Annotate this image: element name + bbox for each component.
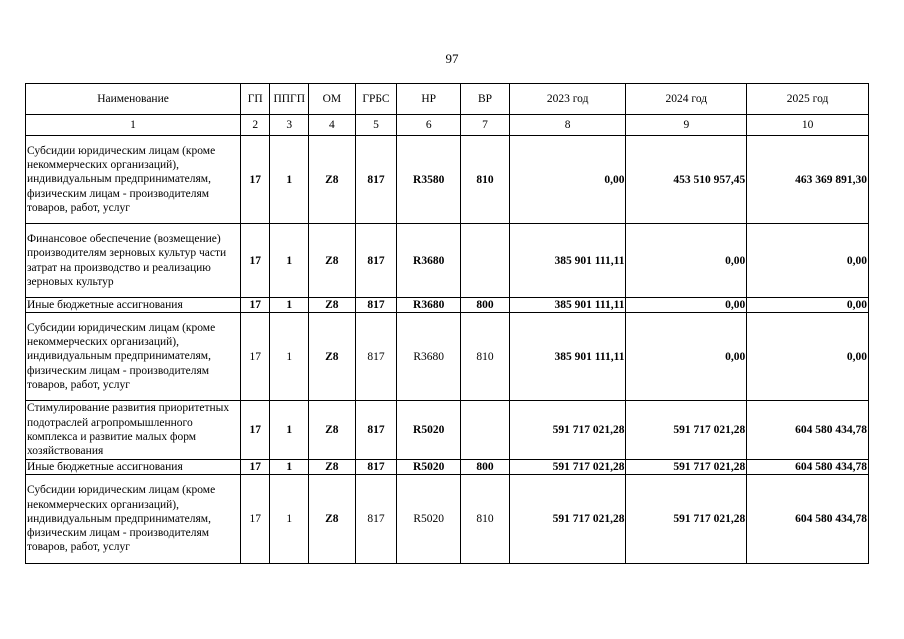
row-grbs: 817 [355, 475, 397, 564]
row-ppgp: 1 [270, 298, 309, 313]
row-grbs: 817 [355, 298, 397, 313]
column-index-row [26, 115, 869, 136]
row-om: Z8 [309, 224, 356, 298]
row-name: Иные бюджетные ассигнования [26, 298, 241, 313]
row-vr: 810 [461, 136, 510, 224]
header-ppgp: ППГП [270, 84, 309, 115]
row-nr: R3680 [397, 313, 461, 401]
column-index: 5 [355, 115, 397, 136]
budget-table [25, 83, 869, 564]
row-om: Z8 [309, 475, 356, 564]
column-index: 7 [461, 115, 510, 136]
row-2023: 385 901 111,11 [509, 298, 626, 313]
row-om: Z8 [309, 313, 356, 401]
row-om: Z8 [309, 136, 356, 224]
row-om: Z8 [309, 460, 356, 475]
row-2023: 385 901 111,11 [509, 313, 626, 401]
row-ppgp: 1 [270, 401, 309, 460]
row-gp: 17 [241, 401, 270, 460]
row-2023: 591 717 021,28 [509, 401, 626, 460]
row-2024: 591 717 021,28 [626, 460, 747, 475]
row-ppgp: 1 [270, 460, 309, 475]
row-2024: 591 717 021,28 [626, 475, 747, 564]
column-index: 2 [241, 115, 270, 136]
row-ppgp: 1 [270, 475, 309, 564]
row-name: Стимулирование развития приоритетных подотраслей агропромышленного комплекса и развитие малых форм хозяйствования [26, 401, 241, 460]
row-om: Z8 [309, 401, 356, 460]
row-2023: 385 901 111,11 [509, 224, 626, 298]
column-index: 6 [397, 115, 461, 136]
row-vr [461, 401, 510, 460]
table-row [26, 401, 869, 460]
header-row [26, 84, 869, 115]
row-nr: R5020 [397, 401, 461, 460]
row-grbs: 817 [355, 460, 397, 475]
row-grbs: 817 [355, 136, 397, 224]
header-2025: 2025 год [747, 84, 869, 115]
row-vr: 800 [461, 460, 510, 475]
header-om: ОМ [309, 84, 356, 115]
row-2024: 591 717 021,28 [626, 401, 747, 460]
row-gp: 17 [241, 136, 270, 224]
row-ppgp: 1 [270, 136, 309, 224]
row-grbs: 817 [355, 313, 397, 401]
column-index: 4 [309, 115, 356, 136]
row-2024: 0,00 [626, 298, 747, 313]
row-2025: 604 580 434,78 [747, 460, 869, 475]
row-2023: 591 717 021,28 [509, 460, 626, 475]
row-2024: 0,00 [626, 224, 747, 298]
row-2025: 604 580 434,78 [747, 475, 869, 564]
row-nr: R5020 [397, 460, 461, 475]
row-gp: 17 [241, 475, 270, 564]
row-nr: R3580 [397, 136, 461, 224]
header-gp: ГП [241, 84, 270, 115]
header-grbs: ГРБС [355, 84, 397, 115]
row-name: Субсидии юридическим лицам (кроме некоммерческих организаций), индивидуальным предпринимателям, физическим лицам - производителям товаров, работ, услуг [26, 475, 241, 564]
column-index: 10 [747, 115, 869, 136]
row-2025: 463 369 891,30 [747, 136, 869, 224]
row-nr: R5020 [397, 475, 461, 564]
row-name: Финансовое обеспечение (возмещение) производителям зерновых культур части затрат на производство и реализацию зерновых культур [26, 224, 241, 298]
row-vr [461, 224, 510, 298]
row-vr: 810 [461, 313, 510, 401]
header-name: Наименование [26, 84, 241, 115]
row-2025: 0,00 [747, 224, 869, 298]
row-nr: R3680 [397, 298, 461, 313]
row-gp: 17 [241, 298, 270, 313]
row-gp: 17 [241, 224, 270, 298]
table-row [26, 224, 869, 298]
row-om: Z8 [309, 298, 356, 313]
page-number: 97 [445, 51, 459, 66]
header-2024: 2024 год [626, 84, 747, 115]
row-name: Субсидии юридическим лицам (кроме некоммерческих организаций), индивидуальным предпринимателям, физическим лицам - производителям товаров, работ, услуг [26, 313, 241, 401]
row-2024: 0,00 [626, 313, 747, 401]
column-index: 1 [26, 115, 241, 136]
row-2023: 0,00 [509, 136, 626, 224]
header-2023: 2023 год [509, 84, 626, 115]
row-gp: 17 [241, 313, 270, 401]
row-2024: 453 510 957,45 [626, 136, 747, 224]
row-name: Иные бюджетные ассигнования [26, 460, 241, 475]
row-vr: 810 [461, 475, 510, 564]
row-2025: 0,00 [747, 298, 869, 313]
row-grbs: 817 [355, 224, 397, 298]
table-row [26, 313, 869, 401]
column-index: 9 [626, 115, 747, 136]
row-grbs: 817 [355, 401, 397, 460]
row-ppgp: 1 [270, 313, 309, 401]
column-index: 8 [509, 115, 626, 136]
row-nr: R3680 [397, 224, 461, 298]
table-row [26, 475, 869, 564]
header-nr: НР [397, 84, 461, 115]
row-gp: 17 [241, 460, 270, 475]
header-vr: ВР [461, 84, 510, 115]
row-2025: 604 580 434,78 [747, 401, 869, 460]
row-2025: 0,00 [747, 313, 869, 401]
column-index: 3 [270, 115, 309, 136]
row-ppgp: 1 [270, 224, 309, 298]
row-vr: 800 [461, 298, 510, 313]
row-name: Субсидии юридическим лицам (кроме некоммерческих организаций), индивидуальным предпринимателям, физическим лицам - производителям товаров, работ, услуг [26, 136, 241, 224]
table-row [26, 136, 869, 224]
table-row [26, 298, 869, 313]
table-row [26, 460, 869, 475]
row-2023: 591 717 021,28 [509, 475, 626, 564]
